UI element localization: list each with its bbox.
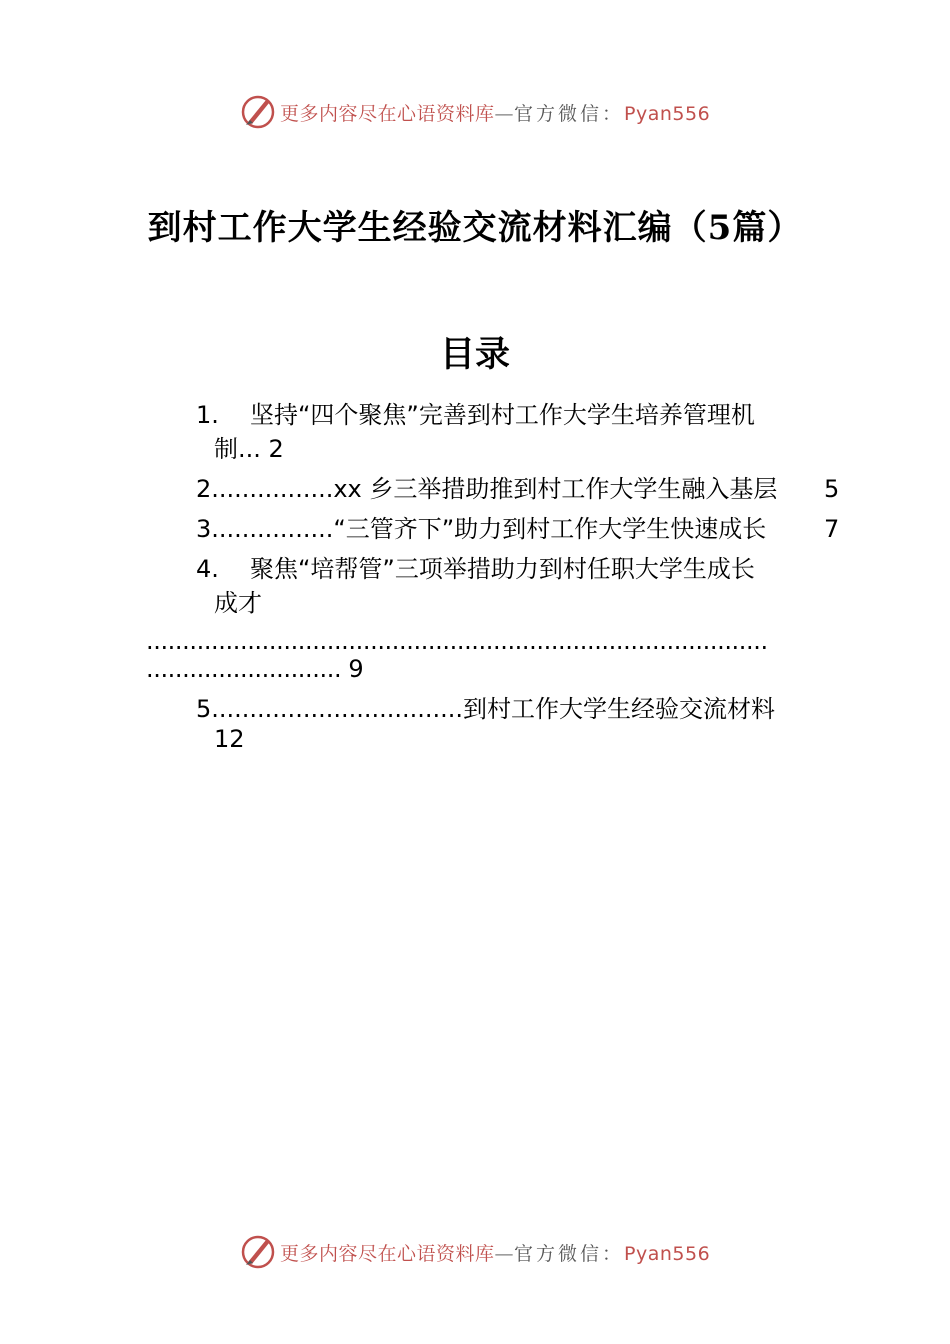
toc-item-1-continuation[interactable]: 制... 2 xyxy=(214,435,284,463)
footer-banner xyxy=(240,1232,760,1272)
toc-item-number: 4. xyxy=(196,555,219,583)
banner-dash: — xyxy=(494,1242,515,1265)
quill-logo-icon xyxy=(240,1234,276,1270)
toc-item-1[interactable] xyxy=(196,400,755,430)
toc-item-title: 3................“三管齐下”助力到村工作大学生快速成长 xyxy=(196,515,767,543)
toc-item-4-page: ........................... 9 xyxy=(146,655,364,683)
toc-item-2[interactable] xyxy=(196,474,777,504)
header-banner xyxy=(240,92,760,132)
toc-item-4[interactable] xyxy=(196,554,755,584)
toc-item-4-leader-dots: ...................................................................................... xyxy=(146,627,768,655)
toc-item-title: 聚焦“培帮管”三项举措助力到村任职大学生成长 xyxy=(250,555,755,583)
banner-slogan: 更多内容尽在心语资料库 xyxy=(280,1242,495,1265)
toc-item-title: 5.................................到村工作大学生经验交流材料 xyxy=(196,695,776,723)
toc-item-number: 1. xyxy=(196,401,219,429)
toc-item-3[interactable] xyxy=(196,514,766,544)
toc-item-4-continuation[interactable]: 成才 xyxy=(214,589,262,617)
toc-item-5[interactable] xyxy=(196,694,775,724)
banner-wechat-id: Pyan556 xyxy=(624,1242,711,1265)
banner-wechat-id: Pyan556 xyxy=(624,102,711,125)
banner-text xyxy=(280,1239,710,1266)
quill-logo-icon xyxy=(240,94,276,130)
toc-heading: 目录 xyxy=(439,334,510,375)
toc-item-title: 坚持“四个聚焦”完善到村工作大学生培养管理机 xyxy=(250,401,755,429)
banner-wechat-label: 官方微信： xyxy=(514,1242,625,1265)
banner-dash: — xyxy=(494,102,515,125)
document-title: 到村工作大学生经验交流材料汇编（5篇） xyxy=(147,208,803,248)
toc-item-3-page: 7 xyxy=(824,515,840,543)
toc-item-2-page: 5 xyxy=(824,475,840,503)
toc-item-5-page: 12 xyxy=(214,725,245,753)
banner-text xyxy=(280,99,710,126)
toc-item-title: 2................xx 乡三举措助推到村工作大学生融入基层 xyxy=(196,475,778,503)
banner-slogan: 更多内容尽在心语资料库 xyxy=(280,102,495,125)
banner-wechat-label: 官方微信： xyxy=(514,102,625,125)
